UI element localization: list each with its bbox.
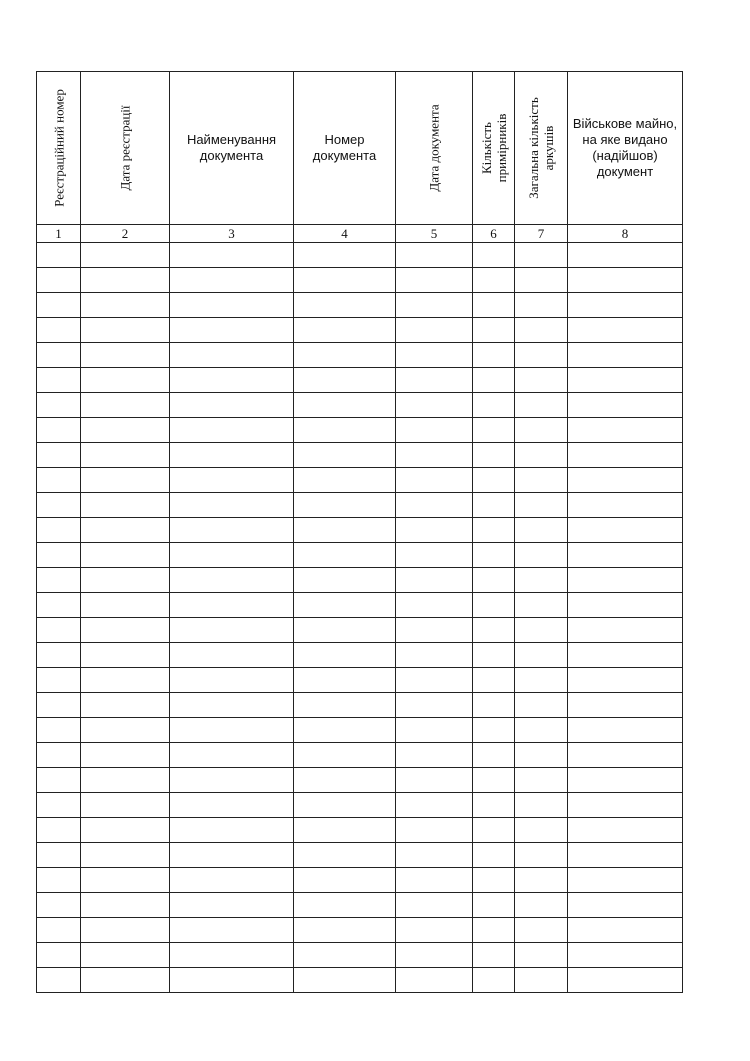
table-cell [473, 918, 515, 943]
table-cell [37, 893, 81, 918]
table-cell [170, 518, 294, 543]
table-cell [170, 868, 294, 893]
table-row [37, 518, 683, 543]
table-cell [81, 868, 170, 893]
table-cell [568, 243, 683, 268]
table-cell [515, 893, 568, 918]
table-cell [294, 593, 396, 618]
header-label: Дата реєстрації [117, 105, 133, 191]
table-cell [396, 768, 473, 793]
column-number-row [37, 225, 683, 243]
table-cell [396, 743, 473, 768]
table-cell [81, 468, 170, 493]
table-body [37, 243, 683, 993]
table-row [37, 793, 683, 818]
table-cell [294, 618, 396, 643]
table-cell [515, 543, 568, 568]
table-cell [473, 493, 515, 518]
table-cell [294, 743, 396, 768]
table-cell [396, 343, 473, 368]
table-cell [568, 268, 683, 293]
table-cell [81, 718, 170, 743]
table-cell [568, 618, 683, 643]
table-cell [568, 718, 683, 743]
table-cell [294, 443, 396, 468]
table-cell [396, 943, 473, 968]
table-row [37, 293, 683, 318]
table-cell [81, 418, 170, 443]
table-cell [473, 693, 515, 718]
table-cell [473, 443, 515, 468]
table-cell [37, 618, 81, 643]
table-cell [473, 943, 515, 968]
table-row [37, 918, 683, 943]
table-cell [37, 318, 81, 343]
table-cell [37, 543, 81, 568]
table-cell [473, 393, 515, 418]
table-cell [568, 668, 683, 693]
table-cell [473, 818, 515, 843]
table-cell [294, 318, 396, 343]
table-cell [515, 693, 568, 718]
header-total-sheets [515, 72, 568, 225]
table-row [37, 843, 683, 868]
table-cell [294, 243, 396, 268]
table-cell [294, 543, 396, 568]
table-cell [81, 943, 170, 968]
table-cell [170, 293, 294, 318]
table-cell [37, 843, 81, 868]
table-cell [515, 918, 568, 943]
table-cell [294, 343, 396, 368]
table-row [37, 343, 683, 368]
table-cell [396, 318, 473, 343]
table-cell [170, 768, 294, 793]
table-cell [515, 818, 568, 843]
table-row [37, 568, 683, 593]
header-registration-number [37, 72, 81, 225]
table-cell [568, 693, 683, 718]
table-cell [473, 368, 515, 393]
table-cell [473, 843, 515, 868]
table-cell [473, 418, 515, 443]
table-cell [170, 918, 294, 943]
table-cell [473, 643, 515, 668]
table-cell [568, 293, 683, 318]
header-label: Номер документа [312, 132, 377, 163]
table-cell [81, 668, 170, 693]
header-copies-count [473, 72, 515, 225]
table-cell [170, 418, 294, 443]
table-cell [568, 518, 683, 543]
table-cell [473, 318, 515, 343]
table-cell [170, 393, 294, 418]
table-cell [515, 268, 568, 293]
table-cell [170, 668, 294, 693]
table-cell [473, 593, 515, 618]
table-cell [515, 343, 568, 368]
column-number: 5 [396, 225, 473, 243]
table-cell [81, 543, 170, 568]
table-cell [81, 918, 170, 943]
table-cell [568, 393, 683, 418]
table-cell [37, 643, 81, 668]
table-cell [294, 718, 396, 743]
table-cell [37, 443, 81, 468]
table-cell [568, 918, 683, 943]
table-cell [515, 568, 568, 593]
registration-table [36, 71, 683, 993]
column-number: 8 [568, 225, 683, 243]
table-row [37, 943, 683, 968]
table-cell [396, 668, 473, 693]
table-cell [473, 768, 515, 793]
column-number: 3 [170, 225, 294, 243]
header-label: Загальна кількість аркушів [526, 97, 556, 199]
table-cell [81, 568, 170, 593]
table-cell [81, 393, 170, 418]
table-cell [170, 618, 294, 643]
table-cell [37, 518, 81, 543]
table-cell [515, 243, 568, 268]
column-number: 6 [473, 225, 515, 243]
table-cell [81, 743, 170, 768]
table-cell [396, 268, 473, 293]
table-row [37, 968, 683, 993]
table-cell [515, 718, 568, 743]
table-row [37, 318, 683, 343]
table-cell [294, 768, 396, 793]
column-number: 2 [81, 225, 170, 243]
table-cell [396, 468, 473, 493]
table-row [37, 543, 683, 568]
table-cell [37, 418, 81, 443]
table-cell [396, 243, 473, 268]
table-cell [294, 668, 396, 693]
table-cell [568, 343, 683, 368]
table-cell [37, 793, 81, 818]
table-cell [37, 668, 81, 693]
table-cell [37, 343, 81, 368]
table-cell [396, 843, 473, 868]
table-cell [81, 893, 170, 918]
table-cell [396, 443, 473, 468]
table-cell [473, 568, 515, 593]
table-cell [170, 493, 294, 518]
table-cell [81, 493, 170, 518]
table-cell [515, 793, 568, 818]
table-cell [568, 568, 683, 593]
table-cell [37, 743, 81, 768]
table-cell [81, 268, 170, 293]
table-cell [473, 293, 515, 318]
table-row [37, 768, 683, 793]
table-cell [396, 918, 473, 943]
table-cell [294, 943, 396, 968]
table-cell [515, 418, 568, 443]
table-cell [294, 968, 396, 993]
header-label: Дата документа [426, 104, 442, 192]
table-cell [515, 393, 568, 418]
table-cell [396, 393, 473, 418]
table-cell [515, 618, 568, 643]
table-row [37, 468, 683, 493]
table-cell [81, 318, 170, 343]
table-cell [515, 768, 568, 793]
table-row [37, 668, 683, 693]
table-cell [515, 293, 568, 318]
header-label: Військове майно, на яке видано (надійшов) документ [572, 116, 678, 179]
table-cell [81, 518, 170, 543]
table-cell [294, 643, 396, 668]
table-cell [37, 293, 81, 318]
table-cell [81, 643, 170, 668]
table-cell [396, 818, 473, 843]
table-cell [294, 393, 396, 418]
table-cell [170, 468, 294, 493]
table-cell [473, 893, 515, 918]
table-cell [515, 643, 568, 668]
table-cell [396, 968, 473, 993]
table-cell [396, 868, 473, 893]
table-cell [515, 443, 568, 468]
table-cell [568, 543, 683, 568]
table-cell [515, 743, 568, 768]
table-cell [37, 593, 81, 618]
table-cell [473, 243, 515, 268]
table-cell [568, 468, 683, 493]
table-row [37, 368, 683, 393]
table-cell [170, 818, 294, 843]
table-row [37, 418, 683, 443]
table-cell [81, 343, 170, 368]
table-cell [396, 568, 473, 593]
table-cell [170, 643, 294, 668]
table-row [37, 443, 683, 468]
table-cell [37, 468, 81, 493]
table-cell [37, 268, 81, 293]
header-label: Реєстраційний номер [51, 89, 66, 207]
table-row [37, 693, 683, 718]
table-cell [37, 693, 81, 718]
table-cell [170, 543, 294, 568]
table-cell [37, 368, 81, 393]
table-cell [515, 318, 568, 343]
table-cell [294, 568, 396, 593]
table-cell [170, 743, 294, 768]
table-cell [568, 418, 683, 443]
table-cell [473, 793, 515, 818]
table-cell [396, 418, 473, 443]
table-cell [396, 518, 473, 543]
column-number: 7 [515, 225, 568, 243]
table-cell [37, 943, 81, 968]
table-cell [396, 643, 473, 668]
table-cell [515, 593, 568, 618]
table-cell [473, 468, 515, 493]
table-cell [81, 293, 170, 318]
table-cell [81, 818, 170, 843]
table-cell [294, 518, 396, 543]
table-cell [294, 893, 396, 918]
table-cell [473, 968, 515, 993]
table-cell [515, 868, 568, 893]
table-cell [396, 793, 473, 818]
table-cell [396, 718, 473, 743]
table-cell [294, 293, 396, 318]
table-cell [396, 618, 473, 643]
table-cell [568, 443, 683, 468]
table-cell [473, 618, 515, 643]
table-cell [294, 793, 396, 818]
registration-sheet [36, 71, 682, 993]
table-cell [81, 443, 170, 468]
table-cell [170, 243, 294, 268]
header-document-number [294, 72, 396, 225]
table-cell [515, 843, 568, 868]
table-cell [37, 918, 81, 943]
table-cell [81, 968, 170, 993]
table-cell [568, 943, 683, 968]
table-cell [515, 943, 568, 968]
table-cell [170, 368, 294, 393]
table-cell [473, 543, 515, 568]
table-cell [81, 793, 170, 818]
table-cell [568, 318, 683, 343]
table-cell [81, 243, 170, 268]
table-cell [294, 868, 396, 893]
column-number: 4 [294, 225, 396, 243]
table-cell [294, 918, 396, 943]
table-cell [396, 543, 473, 568]
table-row [37, 718, 683, 743]
table-cell [170, 693, 294, 718]
header-document-date [396, 72, 473, 225]
table-cell [515, 518, 568, 543]
table-row [37, 268, 683, 293]
table-cell [294, 268, 396, 293]
table-cell [473, 668, 515, 693]
table-row [37, 868, 683, 893]
table-cell [37, 393, 81, 418]
column-number: 1 [37, 225, 81, 243]
table-cell [81, 593, 170, 618]
table-cell [81, 693, 170, 718]
table-cell [568, 843, 683, 868]
table-cell [396, 893, 473, 918]
table-cell [37, 968, 81, 993]
table-cell [568, 768, 683, 793]
table-cell [170, 968, 294, 993]
table-row [37, 593, 683, 618]
header-military-property [568, 72, 683, 225]
table-cell [170, 318, 294, 343]
table-cell [515, 368, 568, 393]
table-cell [170, 443, 294, 468]
table-cell [568, 493, 683, 518]
table-row [37, 643, 683, 668]
table-row [37, 493, 683, 518]
table-cell [473, 868, 515, 893]
table-cell [396, 593, 473, 618]
table-cell [515, 493, 568, 518]
table-cell [81, 843, 170, 868]
table-cell [81, 368, 170, 393]
table-cell [37, 868, 81, 893]
table-cell [515, 968, 568, 993]
table-cell [515, 468, 568, 493]
table-cell [568, 893, 683, 918]
table-cell [515, 668, 568, 693]
table-cell [473, 718, 515, 743]
table-row [37, 893, 683, 918]
table-cell [473, 343, 515, 368]
table-row [37, 818, 683, 843]
table-cell [170, 793, 294, 818]
table-cell [37, 818, 81, 843]
table-cell [170, 843, 294, 868]
header-row [37, 72, 683, 225]
table-cell [473, 743, 515, 768]
table-cell [37, 768, 81, 793]
table-cell [170, 943, 294, 968]
table-cell [473, 518, 515, 543]
table-cell [294, 493, 396, 518]
header-document-name [170, 72, 294, 225]
table-cell [568, 743, 683, 768]
table-cell [37, 568, 81, 593]
header-label: Кількість примірників [478, 113, 509, 183]
table-cell [294, 843, 396, 868]
table-cell [294, 418, 396, 443]
table-row [37, 618, 683, 643]
table-cell [568, 793, 683, 818]
table-row [37, 243, 683, 268]
table-cell [396, 368, 473, 393]
table-cell [568, 868, 683, 893]
table-cell [294, 693, 396, 718]
table-cell [81, 768, 170, 793]
table-cell [568, 593, 683, 618]
table-cell [294, 818, 396, 843]
table-cell [294, 368, 396, 393]
table-cell [170, 593, 294, 618]
table-cell [294, 468, 396, 493]
table-cell [81, 618, 170, 643]
table-cell [170, 718, 294, 743]
table-cell [170, 268, 294, 293]
table-row [37, 393, 683, 418]
table-cell [568, 818, 683, 843]
table-cell [396, 693, 473, 718]
table-cell [37, 493, 81, 518]
header-registration-date [81, 72, 170, 225]
table-cell [170, 568, 294, 593]
table-cell [473, 268, 515, 293]
table-cell [568, 368, 683, 393]
table-row [37, 743, 683, 768]
table-cell [37, 718, 81, 743]
table-cell [568, 643, 683, 668]
table-cell [568, 968, 683, 993]
table-cell [37, 243, 81, 268]
table-cell [396, 493, 473, 518]
table-cell [170, 893, 294, 918]
table-cell [396, 293, 473, 318]
header-label: Найменування документа [186, 132, 277, 163]
table-cell [170, 343, 294, 368]
